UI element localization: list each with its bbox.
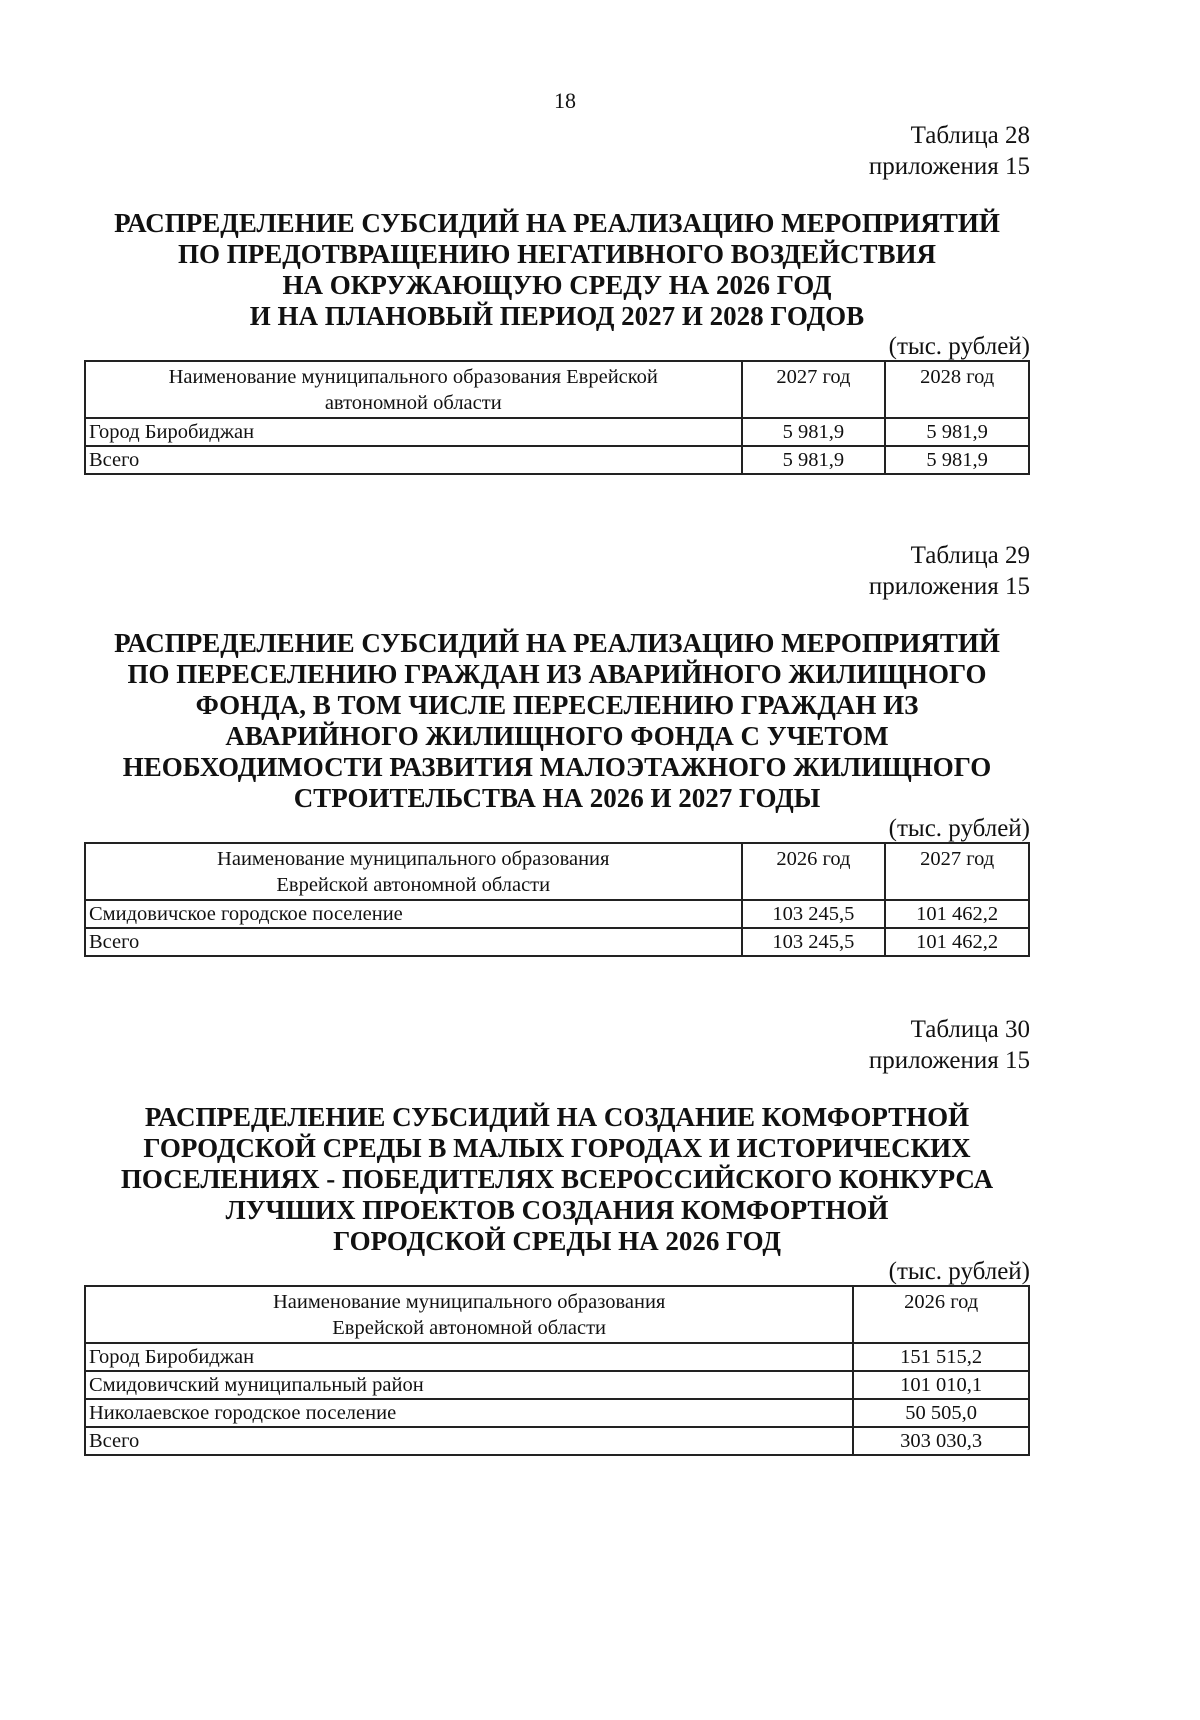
total-label: Всего <box>85 1427 853 1455</box>
page-number: 18 <box>554 88 576 113</box>
amount-cell: 5 981,9 <box>885 446 1029 474</box>
table-reference <box>84 540 1030 602</box>
amount-cell: 151 515,2 <box>853 1343 1029 1371</box>
heading-line: ПОСЕЛЕНИЯХ - ПОБЕДИТЕЛЯХ ВСЕРОССИЙСКОГО КОНКУРСА <box>120 1164 994 1194</box>
table-number: Таблица 29 <box>910 542 1030 569</box>
table-header-row <box>85 843 1029 900</box>
column-header-name <box>85 1286 853 1343</box>
header-line: Наименование муниципального образования Еврейской <box>168 366 658 388</box>
heading-line: РАСПРЕДЕЛЕНИЕ СУБСИДИЙ НА РЕАЛИЗАЦИЮ МЕРОПРИЯТИЙ <box>114 208 1000 238</box>
amount-cell: 5 981,9 <box>742 446 886 474</box>
table-row <box>85 418 1029 446</box>
amount-cell: 101 010,1 <box>853 1371 1029 1399</box>
table-row <box>85 1371 1029 1399</box>
table-header-row <box>85 1286 1029 1343</box>
table-row-total <box>85 1427 1029 1455</box>
column-header-year: 2027 год <box>885 843 1029 900</box>
heading-line: РАСПРЕДЕЛЕНИЕ СУБСИДИЙ НА РЕАЛИЗАЦИЮ МЕРОПРИЯТИЙ <box>114 628 1000 658</box>
table-heading <box>84 1102 1030 1257</box>
table-number: Таблица 30 <box>910 1016 1030 1043</box>
amount-cell: 303 030,3 <box>853 1427 1029 1455</box>
heading-line: СТРОИТЕЛЬСТВА НА 2026 И 2027 ГОДЫ <box>293 783 821 813</box>
appendix-reference: приложения 15 <box>868 153 1030 180</box>
header-line: Наименование муниципального образования <box>217 848 610 870</box>
heading-line: ФОНДА, В ТОМ ЧИСЛЕ ПЕРЕСЕЛЕНИЮ ГРАЖДАН ИЗ <box>195 690 919 720</box>
unit-label: (тыс. рублей) <box>888 815 1030 842</box>
amount-cell: 103 245,5 <box>742 928 886 956</box>
table-row <box>85 1343 1029 1371</box>
amount-cell: 5 981,9 <box>742 418 886 446</box>
table-row-total <box>85 446 1029 474</box>
amount-cell: 50 505,0 <box>853 1399 1029 1427</box>
heading-line: ЛУЧШИХ ПРОЕКТОВ СОЗДАНИЯ КОМФОРТНОЙ <box>225 1195 889 1225</box>
heading-line: НЕОБХОДИМОСТИ РАЗВИТИЯ МАЛОЭТАЖНОГО ЖИЛИЩНОГО <box>122 752 992 782</box>
amount-cell: 5 981,9 <box>885 418 1029 446</box>
table-28-section <box>84 120 1030 475</box>
table-row-total <box>85 928 1029 956</box>
unit-label: (тыс. рублей) <box>888 333 1030 360</box>
amount-cell: 103 245,5 <box>742 900 886 928</box>
column-header-year: 2026 год <box>742 843 886 900</box>
column-header-name <box>85 361 742 418</box>
header-line: Еврейской автономной области <box>276 874 551 896</box>
subsidy-table <box>84 842 1030 957</box>
column-header-year: 2026 год <box>853 1286 1029 1343</box>
subsidy-table <box>84 1285 1030 1456</box>
table-30-section <box>84 1014 1030 1456</box>
header-line: Наименование муниципального образования <box>272 1291 666 1313</box>
amount-cell: 101 462,2 <box>885 928 1029 956</box>
municipality-name: Смидовичское городское поселение <box>85 900 742 928</box>
heading-line: ГОРОДСКОЙ СРЕДЫ В МАЛЫХ ГОРОДАХ И ИСТОРИЧЕСКИХ <box>143 1133 971 1163</box>
heading-line: АВАРИЙНОГО ЖИЛИЩНОГО ФОНДА С УЧЕТОМ <box>225 721 889 751</box>
subsidy-table <box>84 360 1030 475</box>
municipality-name: Смидовичский муниципальный район <box>85 1371 853 1399</box>
unit-label: (тыс. рублей) <box>888 1258 1030 1285</box>
table-reference <box>84 120 1030 182</box>
table-heading <box>84 208 1030 332</box>
table-header-row <box>85 361 1029 418</box>
header-line: автономной области <box>324 392 502 414</box>
heading-line: ПО ПЕРЕСЕЛЕНИЮ ГРАЖДАН ИЗ АВАРИЙНОГО ЖИЛИЩНОГО <box>127 659 987 689</box>
total-label: Всего <box>85 928 742 956</box>
header-line: Еврейской автономной области <box>332 1317 607 1339</box>
table-row <box>85 1399 1029 1427</box>
heading-line: ГОРОДСКОЙ СРЕДЫ НА 2026 ГОД <box>333 1226 781 1256</box>
column-header-year: 2028 год <box>885 361 1029 418</box>
heading-line: И НА ПЛАНОВЫЙ ПЕРИОД 2027 И 2028 ГОДОВ <box>249 301 865 331</box>
heading-line: РАСПРЕДЕЛЕНИЕ СУБСИДИЙ НА СОЗДАНИЕ КОМФОРТНОЙ <box>144 1102 970 1132</box>
table-reference <box>84 1014 1030 1076</box>
amount-cell: 101 462,2 <box>885 900 1029 928</box>
appendix-reference: приложения 15 <box>868 1047 1030 1074</box>
table-29-section <box>84 540 1030 957</box>
heading-line: НА ОКРУЖАЮЩУЮ СРЕДУ НА 2026 ГОД <box>282 270 832 300</box>
heading-line: ПО ПРЕДОТВРАЩЕНИЮ НЕГАТИВНОГО ВОЗДЕЙСТВИЯ <box>177 239 937 269</box>
municipality-name: Город Биробиджан <box>85 1343 853 1371</box>
table-row <box>85 900 1029 928</box>
municipality-name: Город Биробиджан <box>85 418 742 446</box>
total-label: Всего <box>85 446 742 474</box>
municipality-name: Николаевское городское поселение <box>85 1399 853 1427</box>
appendix-reference: приложения 15 <box>868 573 1030 600</box>
column-header-year: 2027 год <box>742 361 886 418</box>
column-header-name <box>85 843 742 900</box>
table-heading <box>84 628 1030 814</box>
table-number: Таблица 28 <box>910 122 1030 149</box>
